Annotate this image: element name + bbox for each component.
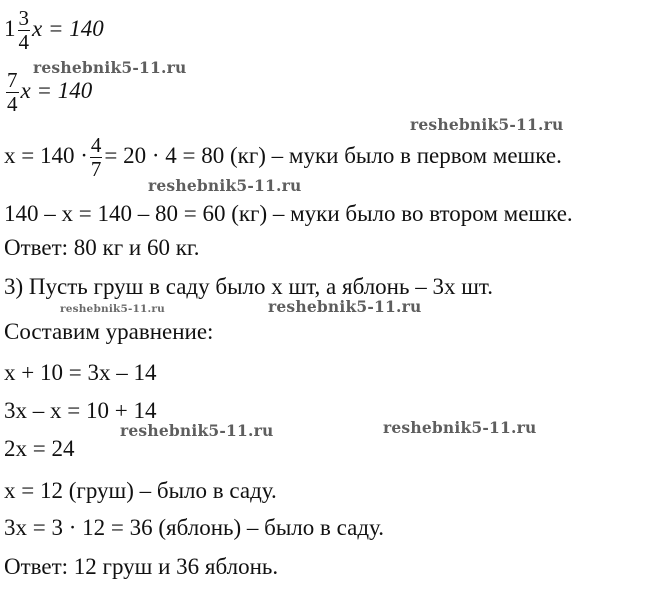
whole-number: 1 [4, 15, 16, 41]
answer-1: Ответ: 80 кг и 60 кг. [4, 235, 200, 260]
watermark: reshebnik5-11.ru [148, 176, 302, 195]
equation-9: 3x = 3 · 12 = 36 (яблонь) – было в саду. [4, 515, 384, 540]
watermark: reshebnik5-11.ru [120, 421, 274, 440]
compose-equation-label: Составим уравнение: [4, 319, 214, 344]
equation-rest: = 20 · 4 = 80 (кг) – муки было в первом мешке. [104, 142, 562, 168]
fraction-seven-quarters: $\frac{7}{4}$ [7, 68, 18, 116]
equation-5: x + 10 = 3x – 14 [4, 360, 157, 385]
task3-intro: 3) Пусть груш в саду было x шт, а яблонь – 3x шт. [4, 274, 494, 299]
watermark: reshebnik5-11.ru [60, 303, 165, 315]
equation-8: x = 12 (груш) – было в саду. [4, 478, 277, 503]
equation-mixed-fraction [4, 8, 104, 53]
equation-rest: x = 140 [20, 77, 93, 103]
equation-second-bag: 140 – x = 140 – 80 = 60 (кг) – муки было во втором мешке. [4, 201, 573, 226]
equation-6: 3x – x = 10 + 14 [4, 398, 157, 423]
watermark: reshebnik5-11.ru [33, 58, 187, 77]
equation-7: 2x = 24 [4, 436, 75, 461]
watermark: reshebnik5-11.ru [383, 418, 537, 437]
equation-rest: x = 140 [32, 15, 104, 41]
answer-2: Ответ: 12 груш и 36 яблонь. [4, 554, 279, 579]
watermark: reshebnik5-11.ru [268, 297, 422, 316]
equation-first-bag [4, 135, 562, 180]
equation-start: x = 140 · [4, 142, 88, 168]
watermark: reshebnik5-11.ru [410, 115, 564, 134]
fraction-three-quarters: $\frac{3}{4}$ [18, 6, 29, 54]
fraction-four-sevenths: $\frac{4}{7}$ [90, 133, 102, 181]
